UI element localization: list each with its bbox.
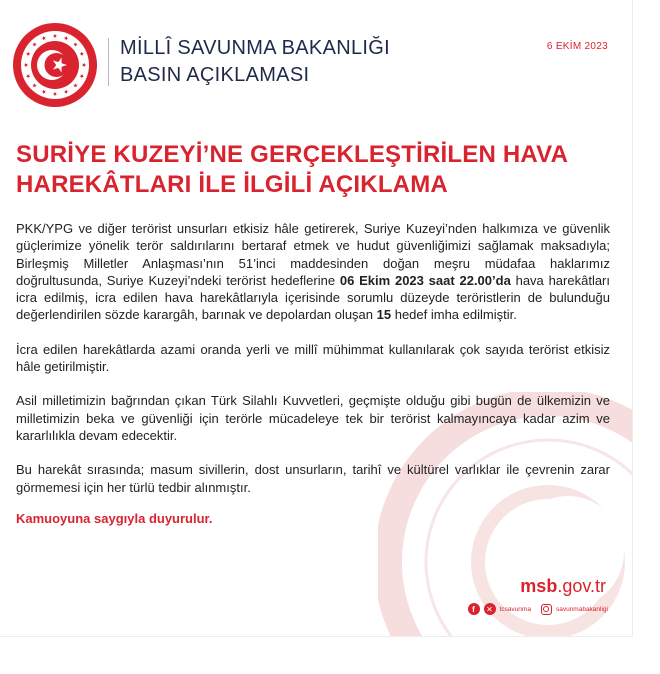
paragraph-2: İcra edilen harekâtlarda azami oranda yerli ve millî mühimmat kullanılarak çok sayıda terörist etkisiz hâle getirilmiştir.: [16, 341, 610, 375]
signoff: Kamuoyuna saygıyla duyurulur.: [16, 510, 213, 526]
social-links: [468, 603, 608, 615]
website-domain-rest: .gov.tr: [557, 576, 606, 596]
ministry-emblem-icon: [12, 22, 98, 108]
paragraph-3: Asil milletimizin bağrından çıkan Türk Silahlı Kuvvetleri, geçmişte olduğu gibi bugün de ülkemizin ve milletimizin beka ve güvenliği için terörle mücadeleye tek bir terörist kalmayıncaya kadar azim ve kararlılıkla devam edecektir.: [16, 393, 610, 443]
headline-line-2: HAREKÂTLARI İLE İLGİLİ AÇIKLAMA: [16, 171, 448, 198]
statement-body: [16, 220, 610, 544]
x-handle[interactable]: tcsavunma: [499, 605, 531, 613]
ministry-name: MİLLÎ SAVUNMA BAKANLIĞI: [120, 37, 390, 59]
paragraph-1-text-a: PKK/YPG ve diğer terörist unsurları etkisiz hâle getirerek, Suriye Kuzeyi’nden halkımıza ve güvenlik güçlerimize yönelik terör saldırılarını bertaraf etmek ve hudut güvenliğimizi sağlamak maksadıyla; Birleşmiş Milletler Anlaşması’nın 51’inci maddesinden doğan meşru müdafaa haklarımız doğrultusunda, Suriye Kuzeyi’ndeki terörist hedeflerine: [16, 221, 610, 288]
paragraph-1-text-c: hedef imha edilmiştir.: [391, 307, 517, 323]
headline: [16, 140, 616, 200]
paragraph-1: [16, 220, 610, 324]
x-icon[interactable]: ✕: [484, 603, 496, 615]
instagram-icon[interactable]: [541, 604, 552, 615]
operation-datetime: 06 Ekim 2023 saat 22.00’da: [339, 272, 511, 288]
release-date: 6 EKİM 2023: [546, 41, 608, 52]
header-divider: [108, 38, 109, 86]
website-link[interactable]: [520, 576, 606, 597]
paragraph-4: Bu harekât sırasında; masum sivillerin, dost unsurların, tarihî ve kültürel varlıklar ile çevrenin zarar görmemesi için her türlü tedbir alınmıştır.: [16, 462, 610, 495]
target-count: 15: [376, 307, 392, 323]
headline-line-1: SURİYE KUZEYİ’NE GERÇEKLEŞTİRİLEN HAVA: [16, 141, 569, 168]
website-domain-bold: msb: [520, 576, 558, 596]
instagram-handle[interactable]: savunmabakanligi: [555, 605, 608, 613]
document-type: BASIN AÇIKLAMASI: [120, 64, 310, 86]
facebook-icon[interactable]: f: [468, 603, 480, 615]
paragraph-1-text-b: hava harekâtları icra edilmiş, icra edilen hava harekâtlarıyla içerisinde sorumlu düzeyde teröristlerin de bulunduğu değerlendirilen sözde karargâh, barınak ve depolardan oluşan: [16, 272, 611, 323]
